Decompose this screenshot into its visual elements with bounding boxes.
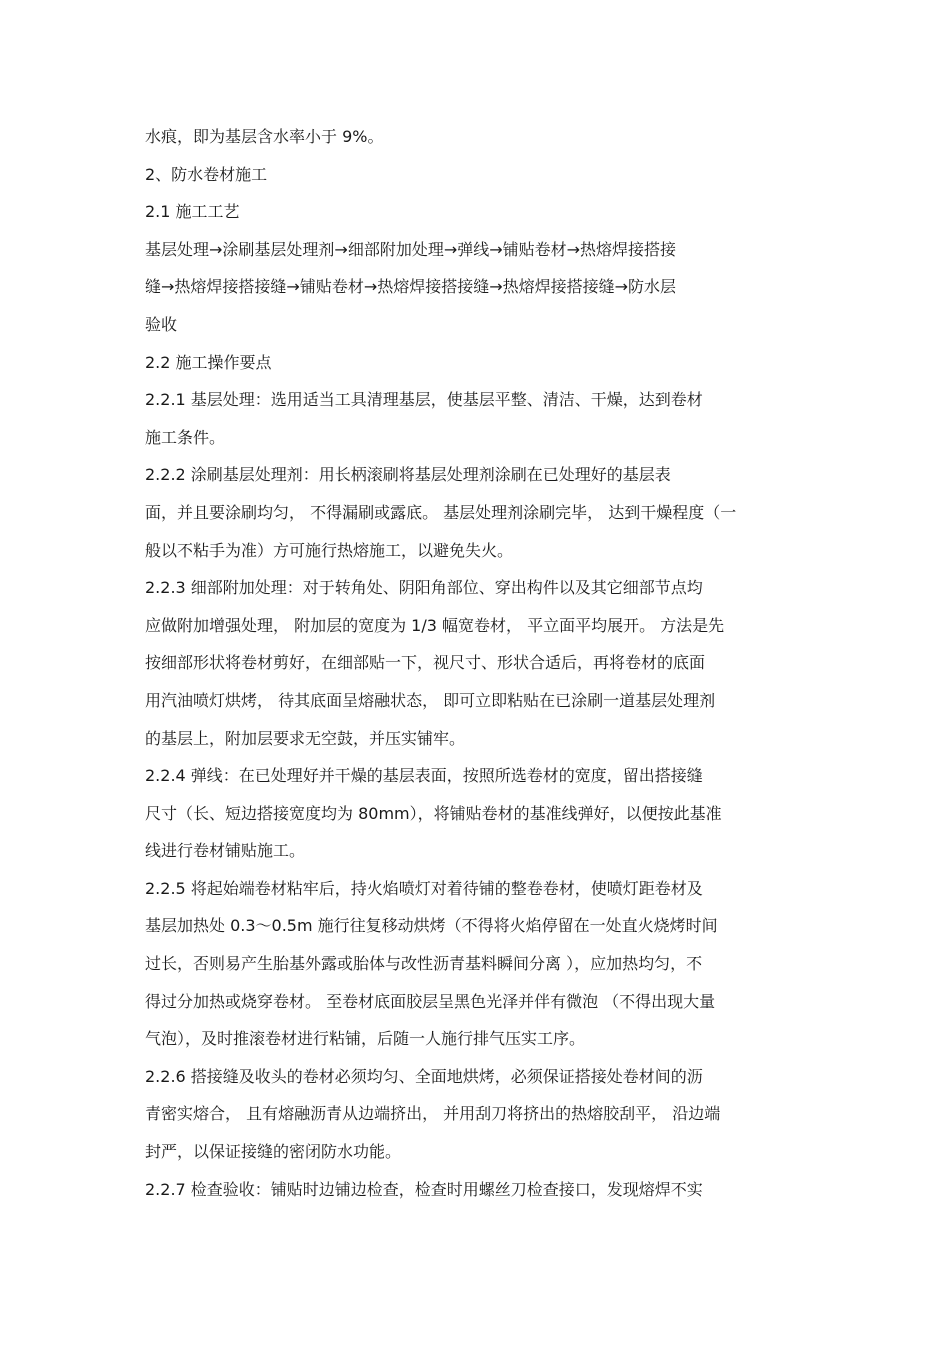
text-line: 按细部形状将卷材剪好，在细部贴一下，视尺寸、形状合适后，再将卷材的底面 [145, 653, 706, 673]
text-line: 2.2.4 弹线：在已处理好并干燥的基层表面，按照所选卷材的宽度，留出搭接缝 [145, 766, 703, 786]
text-line: 基层处理→涂刷基层处理剂→细部附加处理→弹线→铺贴卷材→热熔焊接搭接 [145, 239, 677, 259]
text-line: 水痕，即为基层含水率小于 9%。 [145, 127, 384, 146]
text-line: 用汽油喷灯烘烤， 待其底面呈熔融状态， 即可立即粘贴在已涂刷一道基层处理剂 [145, 690, 716, 710]
subsection-heading: 2.2 施工操作要点 [145, 352, 272, 372]
text-line: 般以不粘手为准）方可施行热熔施工，以避免失火。 [145, 540, 514, 560]
text-line: 2.2.2 涂刷基层处理剂：用长柄滚刷将基层处理剂涂刷在已处理好的基层表 [145, 465, 671, 485]
text-line: 2.2.5 将起始端卷材粘牢后，持火焰喷灯对着待铺的整卷卷材，使喷灯距卷材及 [145, 878, 703, 898]
text-line: 过长，否则易产生胎基外露或胎体与改性沥青基料瞬间分离 ），应加热均匀，不 [145, 954, 703, 974]
text-line: 封严，以保证接缝的密闭防水功能。 [145, 1142, 402, 1162]
section-heading: 2、防水卷材施工 [145, 164, 268, 184]
text-line: 线进行卷材铺贴施工。 [145, 841, 306, 861]
text-line: 的基层上，附加层要求无空鼓，并压实铺牢。 [145, 728, 466, 748]
subsection-heading: 2.1 施工工艺 [145, 202, 240, 222]
text-line: 面，并且要涂刷均匀， 不得漏刷或露底。 基层处理剂涂刷完毕， 达到干燥程度（一 [145, 502, 737, 522]
text-line: 青密实熔合， 且有熔融沥青从边端挤出， 并用刮刀将挤出的热熔胶刮平， 沿边端 [145, 1104, 721, 1124]
text-line: 2.2.7 检查验收：铺贴时边铺边检查，检查时用螺丝刀检查接口，发现熔焊不实 [145, 1179, 703, 1199]
text-line: 气泡），及时推滚卷材进行粘铺，后随一人施行排气压实工序。 [145, 1029, 586, 1049]
text-line: 2.2.1 基层处理：选用适当工具清理基层，使基层平整、清洁、干燥，达到卷材 [145, 390, 703, 410]
text-line: 得过分加热或烧穿卷材。 至卷材底面胶层呈黑色光泽并伴有微泡 （不得出现大量 [145, 991, 716, 1011]
text-line: 基层加热处 0.3～0.5m 施行往复移动烘烤（不得将火焰停留在一处直火烧烤时间 [145, 916, 718, 936]
text-line: 施工条件。 [145, 427, 226, 447]
document-body [145, 118, 810, 1208]
text-line: 2.2.3 细部附加处理：对于转角处、阴阳角部位、穿出构件以及其它细部节点均 [145, 578, 703, 598]
text-line: 缝→热熔焊接搭接缝→铺贴卷材→热熔焊接搭接缝→热熔焊接搭接缝→防水层 [145, 277, 677, 297]
text-line: 2.2.6 搭接缝及收头的卷材必须均匀、全面地烘烤，必须保证搭接处卷材间的沥 [145, 1066, 703, 1086]
text-line: 尺寸（长、短边搭接宽度均为 80mm），将铺贴卷材的基准线弹好，以便按此基准 [145, 803, 722, 823]
text-line: 应做附加增强处理， 附加层的宽度为 1/3 幅宽卷材， 平立面平均展开。 方法是先 [145, 615, 725, 635]
text-line: 验收 [145, 314, 178, 334]
